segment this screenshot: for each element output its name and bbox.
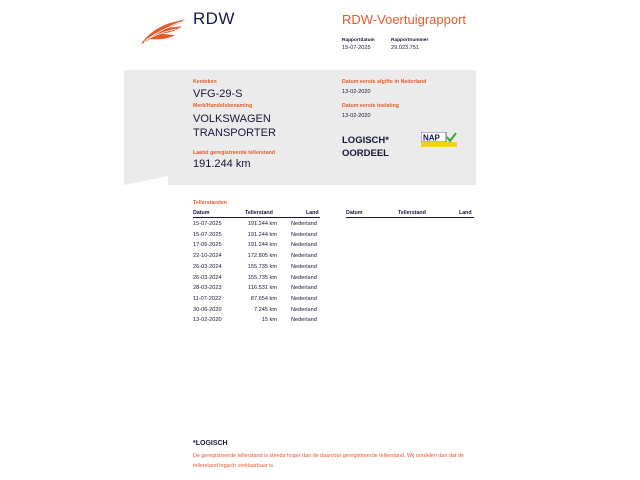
- col-header-km-right: Tellerstand: [398, 210, 426, 216]
- col-header-km-left: Tellerstand: [245, 210, 273, 216]
- table-row: [193, 285, 320, 296]
- row-country: Nederland: [291, 231, 317, 238]
- plate-value: VFG-29-S: [193, 88, 243, 100]
- row-date: 30-06-2020: [193, 306, 222, 313]
- brand-label: Merk/Handelsbenaming: [193, 103, 253, 109]
- header-divider-right: [346, 217, 474, 218]
- first-nl-value: 13-02-2020: [342, 89, 371, 95]
- table-row: [193, 232, 320, 243]
- logo-text: RDW: [193, 9, 235, 28]
- header-divider-left: [193, 217, 320, 218]
- row-date: 15-07-2025: [193, 231, 222, 238]
- vehicle-summary-panel: [124, 70, 476, 185]
- row-country: Nederland: [291, 221, 317, 227]
- row-km: 191.244 km: [247, 242, 277, 249]
- footnote-title: *LOGISCH: [193, 440, 228, 447]
- first-admission-value: 13-02-2020: [342, 113, 371, 119]
- table-row: [193, 307, 320, 318]
- row-country: Nederland: [291, 317, 317, 324]
- row-km: 15 km: [261, 317, 277, 324]
- first-nl-label: Datum eerste afgifte in Nederland: [342, 79, 427, 85]
- report-number-value: 29.023.751: [391, 45, 419, 51]
- readings-title: Tellerstanden: [193, 200, 227, 206]
- verdict-line1: LOGISCH*: [342, 135, 389, 146]
- report-title: RDW-Voertuigrapport: [342, 12, 467, 27]
- table-row: [193, 317, 320, 328]
- table-row: [193, 253, 320, 264]
- row-country: Nederland: [291, 274, 317, 281]
- col-header-date-right: Datum: [346, 210, 363, 216]
- table-row: [193, 242, 320, 253]
- table-row: [193, 264, 320, 275]
- nap-text: NAP: [423, 133, 440, 143]
- row-km: 172.805 km: [247, 253, 277, 260]
- rdw-logo-icon: [140, 18, 186, 46]
- plate-label: Kenteken: [193, 79, 217, 85]
- row-km: 116.531 km: [248, 285, 277, 292]
- row-date: 13-02-2020: [193, 317, 222, 324]
- row-date: 17-06-2025: [193, 242, 222, 249]
- row-country: Nederland: [291, 295, 317, 302]
- footnote-text: De geregistreerde tellerstand is steeds hoger dan de daarvoor geregistreerde tellerstand. Wij oordelen dan dat de tellerstand logisch verklaarbaar is.: [193, 453, 464, 469]
- row-km: 87.654 km: [250, 295, 277, 302]
- report-number-label: Rapportnummer: [391, 38, 429, 43]
- verdict: [342, 134, 389, 160]
- row-km: 7.245 km: [253, 306, 277, 313]
- row-km: 155.735 km: [247, 274, 277, 281]
- row-date: 28-03-2023: [193, 285, 222, 292]
- row-date: 15-07-2025: [193, 221, 222, 227]
- row-km: 191.244 km: [247, 221, 277, 227]
- table-row: [193, 296, 320, 307]
- last-reading-label: Laatst geregistreerde tellerstand: [193, 150, 276, 156]
- col-header-country-left: Land: [306, 210, 319, 216]
- row-country: Nederland: [291, 263, 317, 270]
- row-km: 191.244 km: [247, 231, 277, 238]
- brand-value-line2: TRANSPORTER: [193, 127, 276, 139]
- row-country: Nederland: [291, 306, 317, 313]
- row-date: 26-03-2024: [193, 263, 222, 270]
- row-country: Nederland: [291, 253, 317, 260]
- last-reading-value: 191.244 km: [193, 158, 251, 170]
- table-row: [193, 275, 320, 286]
- row-date: 22-10-2024: [193, 253, 222, 260]
- row-date: 11-07-2022: [193, 295, 222, 302]
- row-km: 155.735 km: [247, 263, 277, 270]
- verdict-line2: OORDEEL: [342, 148, 389, 159]
- col-header-country-right: Land: [459, 210, 472, 216]
- first-admission-label: Datum eerste toelating: [342, 103, 400, 109]
- brand-value-line1: VOLKSWAGEN: [193, 113, 271, 125]
- table-row: [193, 221, 320, 232]
- col-header-date-left: Datum: [193, 210, 210, 216]
- row-country: Nederland: [291, 242, 317, 249]
- nap-logo-icon: [421, 132, 457, 147]
- row-date: 26-03-2024: [193, 274, 222, 281]
- row-country: Nederland: [291, 285, 317, 292]
- report-date-label: Rapportdatum: [342, 38, 375, 43]
- report-date-value: 15-07-2025: [342, 45, 371, 51]
